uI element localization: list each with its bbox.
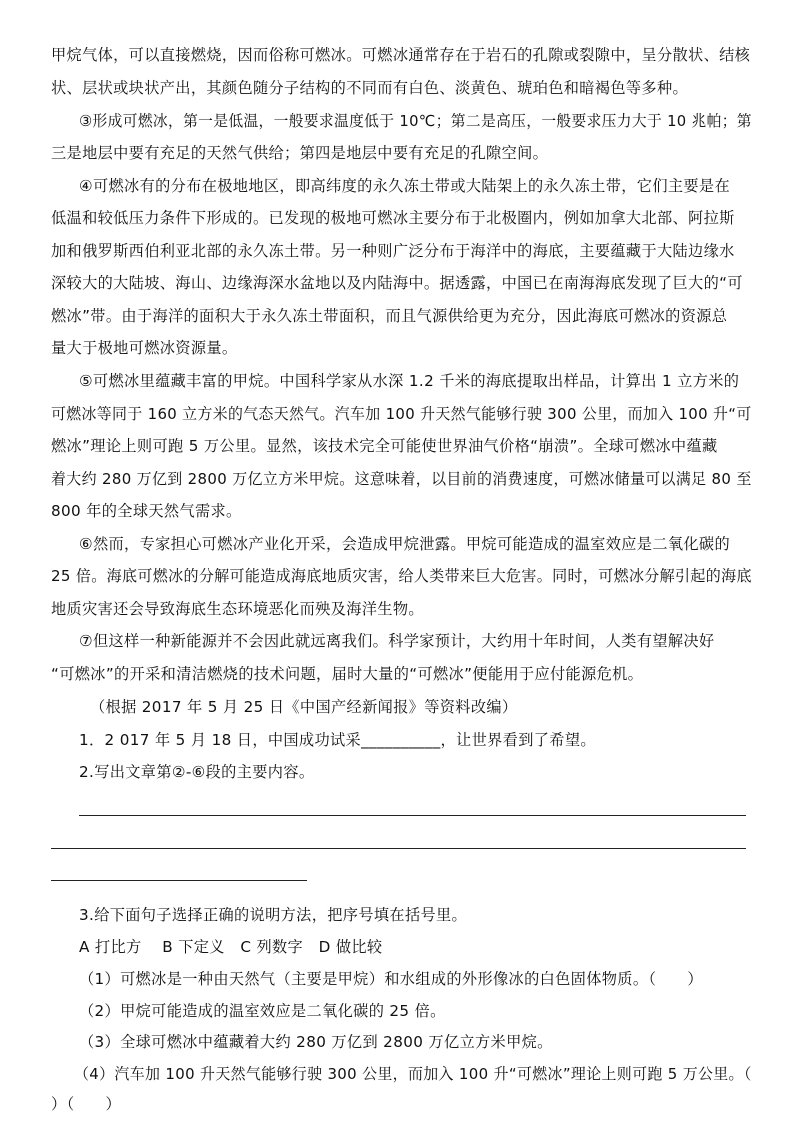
text-line: ③形成可燃冰，第一是低温，一般要求温度低于 10℃；第二是高压，一般要求压力大于 10 兆帕；第 bbox=[79, 111, 752, 130]
text-line: 加和俄罗斯西伯利亚北部的永久冻土带。另一种则广泛分布于海洋中的海底，主要蕴藏于大陆边缘水 bbox=[51, 242, 735, 260]
sub-question-4: （4）汽车加 100 升天然气能够行驶 300 公里，而加入 100 升“可燃冰”理论上则可跑 5 万公里。（ bbox=[74, 1065, 752, 1083]
option-list: A 打比方 B 下定义 C 列数字 D 做比较 bbox=[79, 937, 383, 956]
sub-question-2: （2）甲烷可能造成的温室效应是二氧化碳的 25 倍。 bbox=[79, 1001, 446, 1020]
source-note: （根据 2017 年 5 月 25 日《中国产经新闻报》等资料改编） bbox=[90, 697, 518, 716]
text-line: ⑥然而，专家担心可燃冰产业化开采，会造成甲烷泄露。甲烷可能造成的温室效应是二氧化碳的 bbox=[79, 535, 731, 553]
sub-question-3: （3）全球可燃冰中蕴藏着大约 280 万亿到 2800 万亿立方米甲烷。 bbox=[79, 1033, 553, 1051]
question-1: 1．2 017 年 5 月 18 日，中国成功试采__________，让世界看到了希望。 bbox=[79, 730, 596, 749]
text-line: 三是地层中要有充足的天然气供给；第四是地层中要有充足的孔隙空间。 bbox=[51, 143, 549, 162]
answer-line bbox=[51, 848, 746, 849]
question-2: 2.写出文章第②-⑥段的主要内容。 bbox=[79, 762, 315, 781]
answer-line bbox=[79, 815, 746, 816]
sub-question-4-cont: ）（ ） bbox=[51, 1095, 122, 1113]
text-line: 25 倍。海底可燃冰的分解可能造成海底地质灾害，给人类带来巨大危害。同时，可燃冰分解引起的海底 bbox=[51, 567, 752, 586]
text-line: ⑤可燃冰里蕴藏丰富的甲烷。中国科学家从水深 1.2 千米的海底提取出样品，计算出 1 立方米的 bbox=[79, 372, 740, 391]
text-line: 可燃冰等同于 160 立方米的气态天然气。汽车加 100 升天然气能够行驶 300 公里，而加入 100 升“可 bbox=[51, 404, 752, 423]
text-line: 低温和较低压力条件下形成的。已发现的极地可燃冰主要分布于北极圈内，例如加拿大北部、阿拉斯 bbox=[51, 208, 735, 227]
text-line: 燃冰”理论上则可跑 5 万公里。显然，该技术完全可能使世界油气价格“崩溃”。全球可燃冰中蕴藏 bbox=[51, 436, 718, 455]
text-line: 地质灾害还会导致海底生态环境恶化而殃及海洋生物。 bbox=[51, 600, 424, 619]
question-3: 3.给下面句子选择正确的说明方法，把序号填在括号里。 bbox=[79, 906, 468, 925]
text-line: ⑦但这样一种新能源并不会因此就远离我们。科学家预计，大约用十年时间，人类有望解决好 bbox=[79, 632, 715, 651]
text-line: 深较大的大陆坡、海山、边缘海深水盆地以及内陆海中。据透露，中国已在南海海底发现了巨大的“可 bbox=[51, 274, 743, 293]
sub-question-1: （1）可燃冰是一种由天然气（主要是甲烷）和水组成的外形像冰的白色固体物质。（ ） bbox=[79, 969, 703, 988]
text-line: ④可燃冰有的分布在极地地区，即高纬度的永久冻土带或大陆架上的永久冻土带，它们主要是在 bbox=[79, 176, 731, 195]
text-line: 800 年的全球天然气需求。 bbox=[51, 501, 242, 520]
text-line: 着大约 280 万亿到 2800 万亿立方米甲烷。这意味着，以目前的消费速度，可燃冰储量可以满足 80 至 bbox=[51, 469, 752, 488]
text-line: 燃冰”带。由于海洋的面积大于永久冻土带面积，而且气源供给更为充分，因此海底可燃冰的资源总 bbox=[51, 307, 728, 326]
text-line: 甲烷气体，可以直接燃烧，因而俗称可燃冰。可燃冰通常存在于岩石的孔隙或裂隙中，呈分散状、结核 bbox=[51, 46, 751, 65]
text-line: “可燃冰”的开采和清洁燃烧的技术问题，届时大量的“可燃冰”便能用于应付能源危机。 bbox=[51, 665, 644, 684]
text-line: 量大于极地可燃冰资源量。 bbox=[51, 339, 238, 358]
answer-line bbox=[51, 880, 307, 881]
text-line: 状、层状或块状产出，其颜色随分子结构的不同而有白色、淡黄色、琥珀色和暗褐色等多种。 bbox=[51, 78, 689, 97]
